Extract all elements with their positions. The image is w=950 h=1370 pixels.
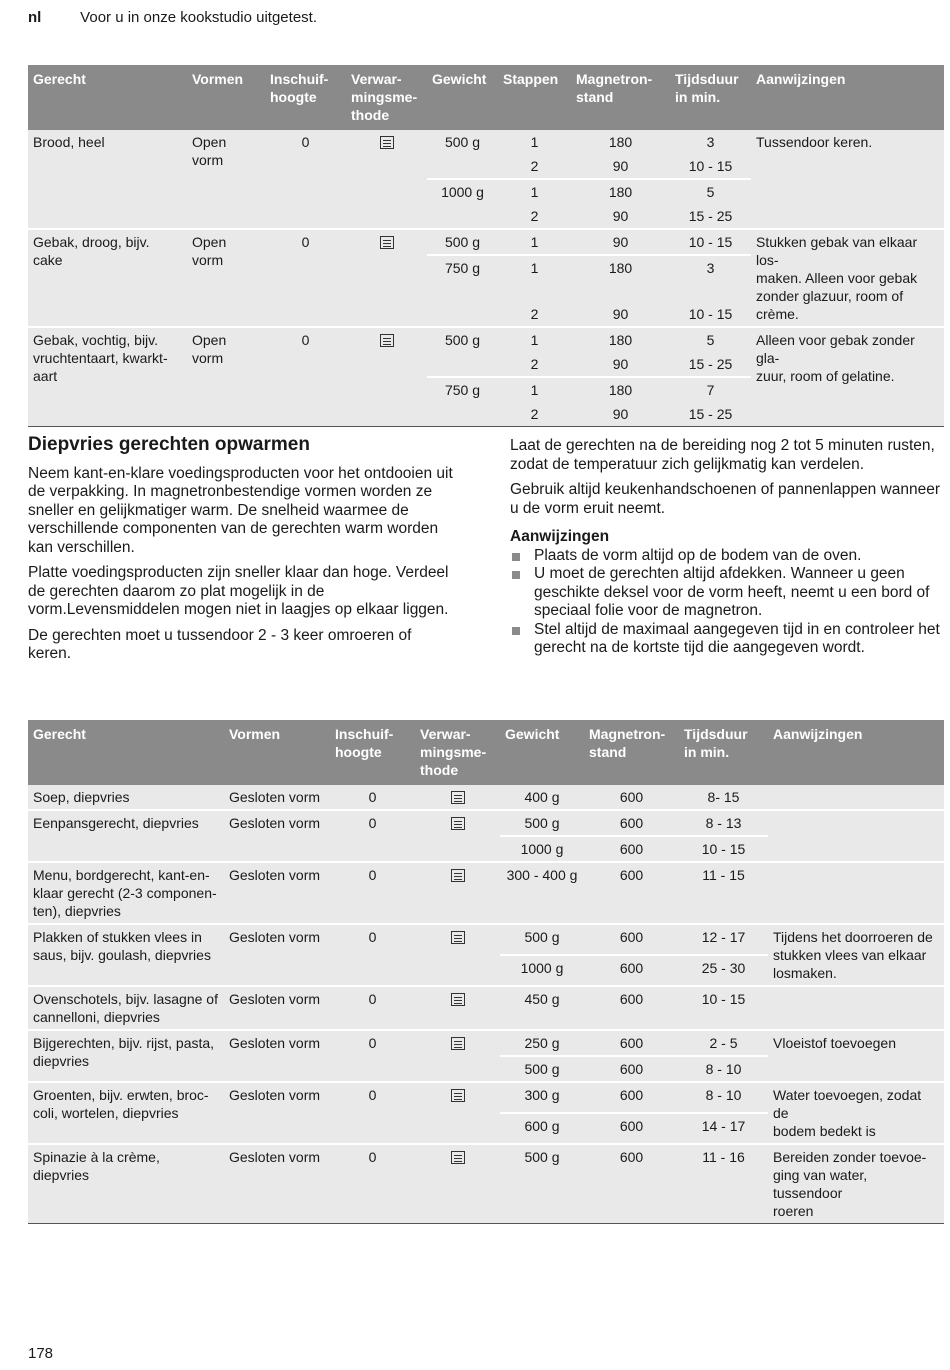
paragraph: Neem kant-en-klare voedingsproducten voor het ontdooien uit de verpakking. In magnetronbestendige vormen worden ze sneller en gelijkmatiger warm. De snelheid waarmee de verschillende componenten van de gerechten warm worden kan verschillen. (28, 464, 453, 556)
time-cell: 3 (670, 130, 751, 154)
power-cell: 90 (571, 352, 670, 377)
weight-cell: 500 g (427, 327, 498, 377)
step-cell: 1 (498, 179, 571, 204)
method-cell (415, 810, 500, 862)
time-cell: 8 - 10 (679, 1056, 768, 1082)
column-header: Vormen (187, 65, 265, 130)
dish-cell: Plakken of stukken vlees in saus, bijv. goulash, diepvries (28, 924, 224, 986)
microwave-grill-icon (451, 869, 465, 882)
note-cell (768, 862, 944, 924)
column-header: Tijdsduur in min. (670, 65, 751, 130)
form-cell: Gesloten vorm (224, 986, 330, 1030)
time-cell: 11 - 15 (679, 862, 768, 924)
note-cell: Tijdens het doorroeren de stukken vlees van elkaar losmaken. (768, 924, 944, 986)
weight-cell: 600 g (500, 1113, 584, 1144)
tip-item: U moet de gerechten altijd afdekken. Wanneer u geen geschikte deksel voor de vorm heeft, neemt u een bord of speciaal folie voor de magnetron. (510, 565, 942, 621)
column-header: Aanwijzingen (768, 720, 944, 785)
weight-cell: 500 g (500, 1144, 584, 1224)
step-cell: 1 (498, 327, 571, 352)
weight-cell: 500 g (500, 924, 584, 955)
weight-cell: 1000 g (500, 955, 584, 986)
method-cell (415, 1144, 500, 1224)
time-cell: 10 - 15 (670, 302, 751, 327)
tips-list (510, 547, 942, 658)
paragraph: Laat de gerechten na de bereiding nog 2 tot 5 minuten rusten, zodat de temperatuur zich gelijkmatig kan verdelen. (510, 437, 935, 473)
weight-cell: 750 g (427, 255, 498, 327)
tip-item: Plaats de vorm altijd op de bodem van de oven. (510, 547, 942, 566)
column-header: Verwar- mingsme- thode (415, 720, 500, 785)
weight-cell: 1000 g (427, 179, 498, 229)
note-cell (768, 785, 944, 810)
time-cell: 10 - 15 (670, 154, 751, 179)
time-cell: 10 - 15 (679, 836, 768, 862)
column-header: Tijdsduur in min. (679, 720, 768, 785)
time-cell: 10 - 15 (670, 229, 751, 255)
microwave-grill-icon (451, 931, 465, 944)
time-cell: 2 - 5 (679, 1030, 768, 1056)
language-code: nl (28, 9, 42, 26)
step-cell: 2 (498, 352, 571, 377)
section-right-column (510, 437, 942, 658)
column-header: Inschuif- hoogte (265, 65, 346, 130)
time-cell: 7 (670, 377, 751, 402)
table-row (28, 1144, 944, 1224)
form-cell: Gesloten vorm (224, 785, 330, 810)
form-cell: Open vorm (187, 130, 265, 229)
section-left-column (28, 436, 458, 671)
table-row (28, 785, 944, 810)
weight-cell: 250 g (500, 1030, 584, 1056)
table-row (28, 810, 944, 836)
level-cell: 0 (330, 986, 415, 1030)
form-cell: Gesloten vorm (224, 924, 330, 986)
note-cell: Alleen voor gebak zonder gla- zuur, room of gelatine. (751, 327, 944, 427)
time-cell: 5 (670, 179, 751, 204)
method-cell (415, 986, 500, 1030)
power-cell: 180 (571, 255, 670, 302)
column-header: Inschuif- hoogte (330, 720, 415, 785)
header-title: Voor u in onze kookstudio uitgetest. (80, 9, 317, 26)
method-cell (415, 924, 500, 986)
time-cell: 5 (670, 327, 751, 352)
time-cell: 14 - 17 (679, 1113, 768, 1144)
level-cell: 0 (265, 229, 346, 327)
step-cell: 2 (498, 402, 571, 427)
column-header: Gewicht (500, 720, 584, 785)
column-header: Aanwijzingen (751, 65, 944, 130)
power-cell: 600 (584, 986, 679, 1030)
column-header: Gewicht (427, 65, 498, 130)
frozen-dishes-table (28, 720, 944, 1224)
level-cell: 0 (265, 130, 346, 229)
power-cell: 600 (584, 785, 679, 810)
note-cell (768, 986, 944, 1030)
table-row (28, 130, 944, 154)
dish-cell: Gebak, vochtig, bijv. vruchtentaart, kwarkt- aart (28, 327, 187, 427)
dish-cell: Gebak, droog, bijv. cake (28, 229, 187, 327)
time-cell: 3 (670, 255, 751, 302)
dish-cell: Menu, bordgerecht, kant-en- klaar gerecht (2-3 componen- ten), diepvries (28, 862, 224, 924)
time-cell: 10 - 15 (679, 986, 768, 1030)
method-cell (415, 862, 500, 924)
method-cell (346, 229, 427, 327)
power-cell: 600 (584, 1056, 679, 1082)
dish-cell: Brood, heel (28, 130, 187, 229)
note-cell (768, 810, 944, 862)
microwave-grill-icon (451, 791, 465, 804)
note-cell: Water toevoegen, zodat de bodem bedekt is (768, 1082, 944, 1144)
step-cell: 1 (498, 255, 571, 302)
microwave-grill-icon (451, 1089, 465, 1102)
dish-cell: Soep, diepvries (28, 785, 224, 810)
power-cell: 180 (571, 377, 670, 402)
power-cell: 600 (584, 1082, 679, 1113)
level-cell: 0 (330, 810, 415, 862)
dish-cell: Ovenschotels, bijv. lasagne of cannelloni, diepvries (28, 986, 224, 1030)
time-cell: 15 - 25 (670, 402, 751, 427)
step-cell: 1 (498, 130, 571, 154)
microwave-grill-icon (380, 334, 394, 347)
time-cell: 11 - 16 (679, 1144, 768, 1224)
power-cell: 600 (584, 1030, 679, 1056)
form-cell: Gesloten vorm (224, 1144, 330, 1224)
time-cell: 15 - 25 (670, 204, 751, 229)
level-cell: 0 (330, 1030, 415, 1082)
paragraph: Gebruik altijd keukenhandschoenen of pannenlappen wanneer u de vorm eruit neemt. (510, 481, 941, 517)
dish-cell: Eenpansgerecht, diepvries (28, 810, 224, 862)
level-cell: 0 (265, 327, 346, 427)
power-cell: 600 (584, 1144, 679, 1224)
power-cell: 180 (571, 130, 670, 154)
method-cell (346, 130, 427, 229)
column-header: Vormen (224, 720, 330, 785)
weight-cell: 1000 g (500, 836, 584, 862)
weight-cell: 300 - 400 g (500, 862, 584, 924)
microwave-grill-icon (380, 136, 394, 149)
weight-cell: 450 g (500, 986, 584, 1030)
table-row (28, 1030, 944, 1056)
column-header: Gerecht (28, 720, 224, 785)
table-header-row (28, 720, 944, 785)
time-cell: 25 - 30 (679, 955, 768, 986)
microwave-grill-icon (451, 817, 465, 830)
note-cell: Vloeistof toevoegen (768, 1030, 944, 1082)
method-cell (415, 1030, 500, 1082)
time-cell: 8 - 13 (679, 810, 768, 836)
level-cell: 0 (330, 862, 415, 924)
weight-cell: 500 g (500, 810, 584, 836)
power-cell: 600 (584, 955, 679, 986)
level-cell: 0 (330, 1082, 415, 1144)
power-cell: 600 (584, 810, 679, 836)
method-cell (415, 1082, 500, 1144)
table-row (28, 229, 944, 255)
weight-cell: 500 g (427, 229, 498, 255)
level-cell: 0 (330, 785, 415, 810)
page-number: 178 (28, 1345, 54, 1362)
weight-cell: 500 g (427, 130, 498, 179)
time-cell: 8- 15 (679, 785, 768, 810)
form-cell: Gesloten vorm (224, 862, 330, 924)
power-cell: 90 (571, 402, 670, 427)
microwave-grill-icon (380, 236, 394, 249)
power-cell: 90 (571, 154, 670, 179)
paragraph: De gerechten moet u tussendoor 2 - 3 keer omroeren of keren. (28, 626, 412, 662)
power-cell: 600 (584, 862, 679, 924)
power-cell: 600 (584, 924, 679, 955)
power-cell: 90 (571, 204, 670, 229)
form-cell: Gesloten vorm (224, 810, 330, 862)
level-cell: 0 (330, 924, 415, 986)
power-cell: 180 (571, 179, 670, 204)
section-title: Diepvries gerechten opwarmen (28, 434, 310, 455)
form-cell: Gesloten vorm (224, 1030, 330, 1082)
power-cell: 90 (571, 229, 670, 255)
dish-cell: Bijgerechten, bijv. rijst, pasta, diepvries (28, 1030, 224, 1082)
table-row (28, 924, 944, 955)
column-header: Verwar- mingsme- thode (346, 65, 427, 130)
column-header: Magnetron- stand (584, 720, 679, 785)
note-cell: Stukken gebak van elkaar los- maken. Alleen voor gebak zonder glazuur, room of crème. (751, 229, 944, 327)
time-cell: 12 - 17 (679, 924, 768, 955)
time-cell: 15 - 25 (670, 352, 751, 377)
table-row (28, 1082, 944, 1113)
power-cell: 600 (584, 836, 679, 862)
power-cell: 180 (571, 327, 670, 352)
time-cell: 8 - 10 (679, 1082, 768, 1113)
microwave-grill-icon (451, 1151, 465, 1164)
method-cell (415, 785, 500, 810)
note-cell: Bereiden zonder toevoe- ging van water, tussendoor roeren (768, 1144, 944, 1224)
weight-cell: 300 g (500, 1082, 584, 1113)
page-header (28, 9, 317, 26)
table-row (28, 986, 944, 1030)
method-cell (346, 327, 427, 427)
microwave-grill-icon (451, 1037, 465, 1050)
step-cell: 1 (498, 377, 571, 402)
weight-cell: 500 g (500, 1056, 584, 1082)
tip-item: Stel altijd de maximaal aangegeven tijd in en controleer het gerecht na de kortste tijd die aangegeven wordt. (510, 621, 942, 658)
step-cell: 2 (498, 302, 571, 327)
power-cell: 90 (571, 302, 670, 327)
paragraph: Platte voedingsproducten zijn sneller klaar dan hoge. Verdeel de gerechten daarom zo plat mogelijk in de vorm.Levensmiddelen mogen niet in laagjes op elkaar liggen. (28, 564, 449, 618)
form-cell: Open vorm (187, 229, 265, 327)
column-header: Gerecht (28, 65, 187, 130)
weight-cell: 750 g (427, 377, 498, 427)
column-header: Magnetron- stand (571, 65, 670, 130)
reheat-table (28, 65, 944, 427)
level-cell: 0 (330, 1144, 415, 1224)
dish-cell: Groenten, bijv. erwten, broc- coli, wortelen, diepvries (28, 1082, 224, 1144)
step-cell: 2 (498, 204, 571, 229)
column-header: Stappen (498, 65, 571, 130)
tips-title: Aanwijzingen (510, 528, 610, 545)
microwave-grill-icon (451, 993, 465, 1006)
form-cell: Gesloten vorm (224, 1082, 330, 1144)
weight-cell: 400 g (500, 785, 584, 810)
table-header-row (28, 65, 944, 130)
power-cell: 600 (584, 1113, 679, 1144)
step-cell: 1 (498, 229, 571, 255)
table-row (28, 327, 944, 352)
note-cell: Tussendoor keren. (751, 130, 944, 229)
table-row (28, 862, 944, 924)
form-cell: Open vorm (187, 327, 265, 427)
dish-cell: Spinazie à la crème, diepvries (28, 1144, 224, 1224)
step-cell: 2 (498, 154, 571, 179)
